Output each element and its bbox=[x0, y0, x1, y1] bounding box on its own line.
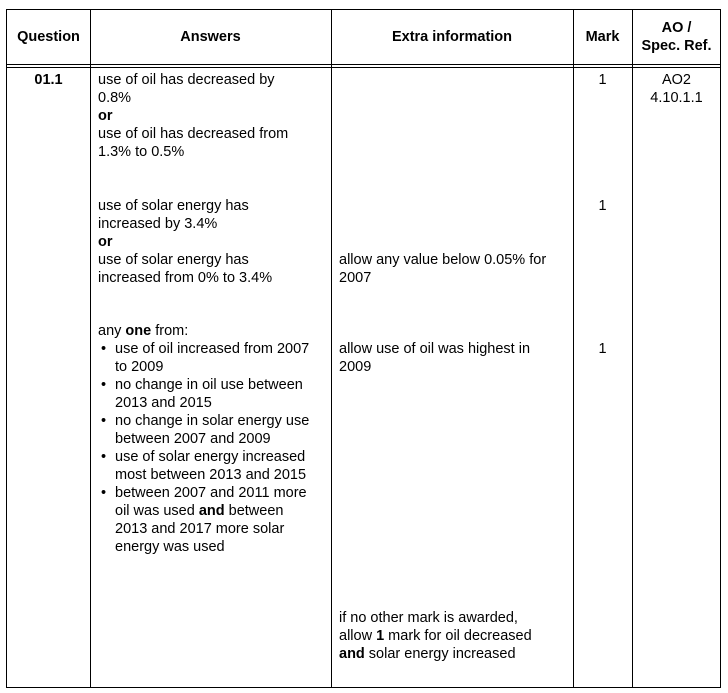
list-item-line: between 2007 and 2011 more bbox=[115, 485, 307, 501]
extra-info-line: 2009 bbox=[339, 359, 372, 375]
note-text: mark for oil decreased bbox=[384, 628, 532, 644]
header-mark: Mark bbox=[585, 29, 620, 45]
answer-intro bbox=[98, 322, 188, 340]
note-emphasis: 1 bbox=[376, 628, 385, 644]
list-item bbox=[98, 376, 330, 412]
answer-options-list bbox=[98, 340, 330, 556]
header-ao-line1: AO / bbox=[661, 20, 692, 36]
note-line bbox=[339, 645, 516, 663]
note-line bbox=[339, 627, 532, 645]
header-divider bbox=[7, 67, 720, 68]
list-item-line: use of solar energy increased bbox=[115, 449, 306, 465]
bullet-icon: • bbox=[101, 413, 107, 429]
list-item bbox=[98, 340, 330, 376]
list-item-emphasis: and bbox=[198, 503, 225, 519]
bullet-icon: • bbox=[101, 449, 107, 465]
list-item bbox=[98, 412, 330, 448]
column-divider bbox=[90, 10, 91, 687]
bullet-icon: • bbox=[101, 485, 107, 501]
header-divider bbox=[7, 64, 720, 65]
list-item-line: to 2009 bbox=[115, 359, 164, 375]
list-item bbox=[98, 484, 330, 556]
list-item bbox=[98, 448, 330, 484]
mark-value: 1 bbox=[598, 341, 607, 357]
ao-code: AO2 bbox=[661, 72, 691, 88]
answer-line: increased by 3.4% bbox=[98, 216, 218, 232]
list-item-line: energy was used bbox=[115, 539, 225, 555]
list-item-text: oil was used bbox=[115, 503, 199, 519]
answer-or: or bbox=[98, 234, 113, 250]
answer-line: use of oil has decreased from bbox=[98, 126, 289, 142]
intro-text: from: bbox=[151, 323, 189, 339]
list-item-line: no change in solar energy use bbox=[115, 413, 310, 429]
spec-ref: 4.10.1.1 bbox=[650, 90, 703, 106]
list-item-line bbox=[115, 502, 330, 520]
list-item-line: 2013 and 2017 more solar bbox=[115, 521, 285, 537]
note-text: allow bbox=[339, 628, 377, 644]
header-extra-information: Extra information bbox=[391, 29, 513, 45]
extra-info-line: allow any value below 0.05% for bbox=[339, 252, 547, 268]
intro-text: any bbox=[98, 323, 126, 339]
list-item-line: 2013 and 2015 bbox=[115, 395, 212, 411]
answer-line: 1.3% to 0.5% bbox=[98, 144, 185, 160]
note-emphasis: and bbox=[339, 646, 365, 662]
answer-line: increased from 0% to 3.4% bbox=[98, 270, 273, 286]
answer-line: use of solar energy has bbox=[98, 252, 249, 268]
note-line: if no other mark is awarded, bbox=[339, 610, 518, 626]
list-item-line: use of oil increased from 2007 bbox=[115, 341, 310, 357]
answer-or: or bbox=[98, 108, 113, 124]
question-number: 01.1 bbox=[34, 72, 63, 88]
intro-emphasis: one bbox=[125, 323, 152, 339]
bullet-icon: • bbox=[101, 377, 107, 393]
note-text: solar energy increased bbox=[364, 646, 516, 662]
list-item-line: most between 2013 and 2015 bbox=[115, 467, 307, 483]
extra-info-line: 2007 bbox=[339, 270, 372, 286]
bullet-icon: • bbox=[101, 341, 107, 357]
list-item-line: no change in oil use between bbox=[115, 377, 303, 393]
extra-info-line: allow use of oil was highest in bbox=[339, 341, 531, 357]
header-ao-line2: Spec. Ref. bbox=[641, 38, 712, 54]
answer-line: use of solar energy has bbox=[98, 198, 249, 214]
header-ao-spec-ref bbox=[632, 10, 721, 64]
mark-scheme-table bbox=[6, 9, 721, 688]
list-item-text: between bbox=[224, 503, 284, 519]
column-divider bbox=[632, 10, 633, 687]
mark-value: 1 bbox=[598, 198, 607, 214]
header-answers: Answers bbox=[180, 29, 241, 45]
mark-value: 1 bbox=[598, 72, 607, 88]
list-item-line: between 2007 and 2009 bbox=[115, 431, 271, 447]
answer-line: use of oil has decreased by bbox=[98, 72, 275, 88]
answer-line: 0.8% bbox=[98, 90, 132, 106]
header-question: Question bbox=[17, 29, 80, 45]
column-divider bbox=[331, 10, 332, 687]
